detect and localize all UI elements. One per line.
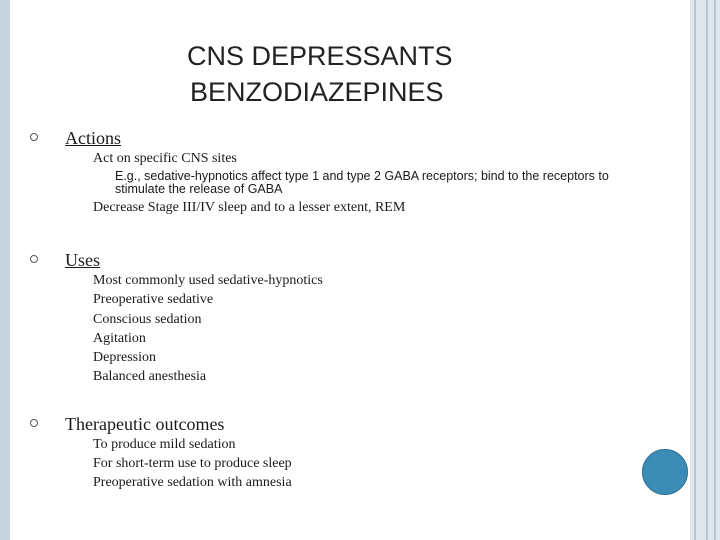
- circle-bullet-icon: [30, 419, 38, 427]
- list-item-text: Preoperative sedation with amnesia: [93, 475, 292, 490]
- title-line-1: CNS DEPRESSANTS: [187, 41, 453, 71]
- list-item-text: Agitation: [93, 331, 146, 346]
- title-line-2: BENZODIAZEPINES: [190, 77, 444, 107]
- list-item-text: For short-term use to produce sleep: [93, 456, 292, 471]
- circle-bullet-icon: [30, 255, 38, 263]
- list-item-text: Depression: [93, 350, 156, 365]
- section-heading: Therapeutic outcomes: [65, 414, 225, 434]
- circle-bullet-icon: [30, 133, 38, 141]
- slide-title: [187, 38, 527, 110]
- list-item-text: To produce mild sedation: [93, 437, 236, 452]
- section-heading: Uses: [65, 250, 100, 270]
- right-frame-line: [706, 0, 708, 540]
- right-frame-line: [694, 0, 696, 540]
- list-item-text: Decrease Stage III/IV sleep and to a lesser extent, REM: [93, 200, 406, 215]
- left-decorative-strip: [0, 0, 10, 540]
- list-item-text: Preoperative sedative: [93, 292, 214, 307]
- list-item-text: Most commonly used sedative-hypnotics: [93, 273, 323, 288]
- sub-list-item-text: E.g., sedative-hypnotics affect type 1 and type 2 GABA receptors; bind to the receptors to stimulate the release of GABA: [115, 169, 609, 196]
- list-item-text: Balanced anesthesia: [93, 369, 207, 384]
- right-frame-line: [714, 0, 716, 540]
- decorative-circle: [642, 449, 688, 495]
- list-item-text: Conscious sedation: [93, 312, 202, 327]
- section-heading: Actions: [65, 128, 121, 148]
- list-item-text: Act on specific CNS sites: [93, 151, 237, 166]
